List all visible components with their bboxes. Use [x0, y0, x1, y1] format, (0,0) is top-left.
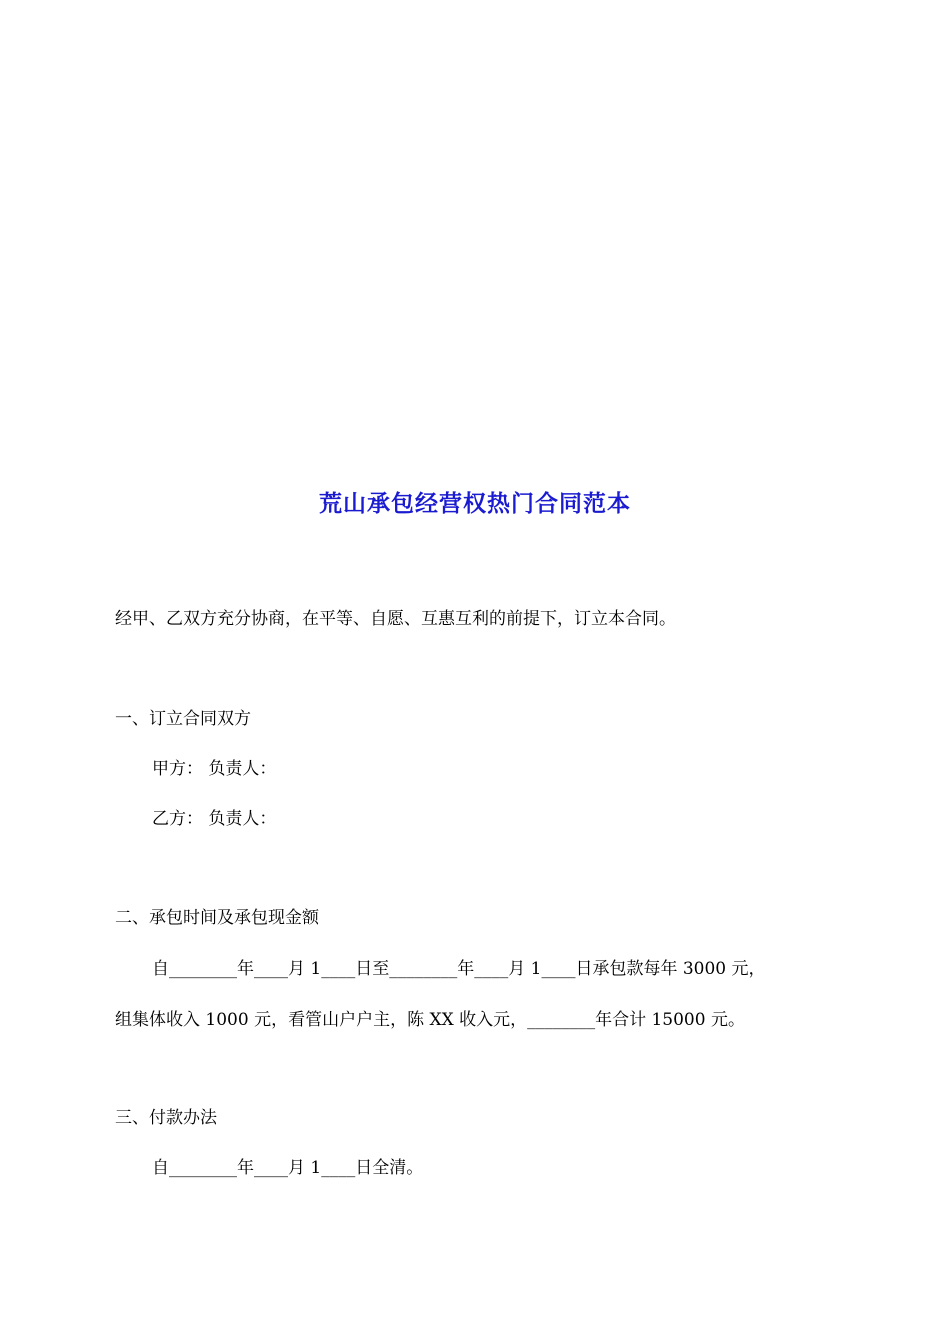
section3-heading: 三、付款办法 [115, 1108, 217, 1128]
party-a-line: 甲方： 负责人： [152, 759, 277, 779]
party-b-line: 乙方： 负责人： [152, 809, 277, 829]
section3-line1: 自________年____月 1____日全清。 [152, 1158, 424, 1178]
section2-line1: 自________年____月 1____日至________年____月 1____日承包款每年 3000 元， [152, 959, 766, 979]
document-title: 荒山承包经营权热门合同范本 [319, 490, 631, 517]
section1-heading: 一、订立合同双方 [115, 709, 251, 729]
intro-paragraph: 经甲、乙双方充分协商，在平等、自愿、互惠互利的前提下，订立本合同。 [115, 609, 676, 629]
section2-heading: 二、承包时间及承包现金额 [115, 908, 319, 928]
section2-line2: 组集体收入 1000 元，看管山户户主，陈 XX 收入元，________年合计 15000 元。 [115, 1010, 745, 1030]
